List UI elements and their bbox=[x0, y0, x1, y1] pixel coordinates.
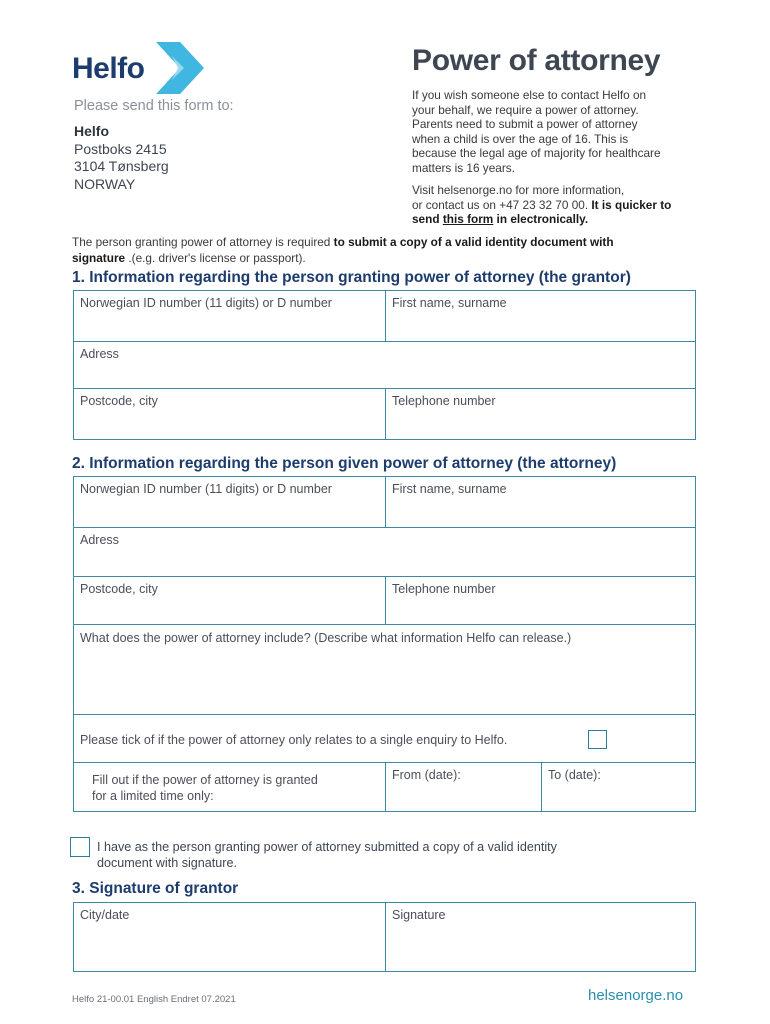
visit-electronic-text: in electronically. bbox=[493, 212, 589, 227]
form-code: Helfo 21-00.01 English Endret 07.2021 bbox=[72, 994, 236, 1005]
declaration-line: I have as the person granting power of attorney submitted a copy of a valid identity bbox=[97, 840, 557, 854]
intro-line: your behalf, we require a power of attorney. bbox=[412, 102, 639, 117]
address-line: NORWAY bbox=[74, 175, 136, 192]
to-date-label: To (date): bbox=[548, 768, 601, 782]
single-enquiry-row bbox=[73, 714, 696, 763]
visit-text bbox=[412, 183, 712, 227]
from-date-label: From (date): bbox=[392, 768, 461, 782]
intro-line: If you wish someone else to contact Helfo on bbox=[412, 88, 647, 102]
visit-line: Visit helsenorge.no for more information, bbox=[412, 183, 625, 197]
grantor-phone-label: Telephone number bbox=[392, 394, 496, 408]
signature-field[interactable] bbox=[385, 902, 696, 972]
address-line: 3104 Tønsberg bbox=[74, 158, 169, 174]
visit-send-text: send bbox=[412, 212, 443, 227]
visit-line bbox=[412, 212, 712, 227]
limited-time-line: Fill out if the power of attorney is granted bbox=[92, 773, 318, 787]
visit-phone-text: or contact us on +47 23 32 70 00. bbox=[412, 197, 592, 212]
declaration-line: document with signature. bbox=[97, 856, 238, 870]
attorney-address-field[interactable] bbox=[73, 527, 696, 577]
section2-title: 2. Information regarding the person given power of attorney (the attorney) bbox=[72, 455, 617, 472]
address-org: Helfo bbox=[74, 123, 109, 139]
attorney-address-label: Adress bbox=[80, 533, 119, 547]
city-date-label: City/date bbox=[80, 908, 130, 922]
from-date-field[interactable] bbox=[385, 762, 542, 812]
helsenorge-link[interactable]: helsenorge.no bbox=[588, 987, 684, 1004]
limited-time-cell bbox=[73, 762, 386, 812]
grantor-address-label: Adress bbox=[80, 347, 119, 361]
identity-requirement bbox=[72, 235, 702, 266]
grantor-name-label: First name, surname bbox=[392, 296, 507, 310]
attorney-scope-field[interactable] bbox=[73, 624, 696, 715]
attorney-scope-label: What does the power of attorney include? (Describe what information Helfo can release.) bbox=[80, 631, 572, 645]
requirement-suffix: .(e.g. driver's license or passport). bbox=[125, 250, 306, 265]
intro-line: matters is 16 years. bbox=[412, 160, 515, 175]
grantor-id-label: Norwegian ID number (11 digits) or D number bbox=[80, 296, 332, 310]
mailing-address bbox=[74, 123, 169, 193]
attorney-name-label: First name, surname bbox=[392, 482, 507, 496]
intro-line: Parents need to submit a power of attorney bbox=[412, 117, 638, 132]
limited-time-label bbox=[92, 773, 318, 804]
visit-quicker-text: It is quicker to bbox=[591, 197, 672, 212]
declaration-checkbox[interactable] bbox=[70, 837, 90, 857]
intro-line: because the legal age of majority for healthcare bbox=[412, 146, 661, 161]
grantor-postcode-label: Postcode, city bbox=[80, 394, 158, 408]
requirement-prefix: The person granting power of attorney is required bbox=[72, 235, 334, 249]
signature-label: Signature bbox=[392, 908, 446, 922]
limited-time-line: for a limited time only: bbox=[92, 788, 214, 803]
attorney-postcode-field[interactable] bbox=[73, 576, 386, 625]
section1-title: 1. Information regarding the person granting power of attorney (the grantor) bbox=[72, 269, 631, 286]
grantor-phone-field[interactable] bbox=[385, 388, 696, 440]
attorney-postcode-label: Postcode, city bbox=[80, 582, 158, 596]
grantor-postcode-field[interactable] bbox=[73, 388, 386, 440]
attorney-phone-field[interactable] bbox=[385, 576, 696, 625]
city-date-field[interactable] bbox=[73, 902, 386, 972]
attorney-name-field[interactable] bbox=[385, 476, 696, 528]
to-date-field[interactable] bbox=[541, 762, 696, 812]
page-title: Power of attorney bbox=[412, 44, 661, 77]
requirement-bold: to submit a copy of a valid identity document with bbox=[333, 235, 614, 249]
grantor-address-field[interactable] bbox=[73, 341, 696, 389]
intro-line: when a child is over the age of 16. This is bbox=[412, 131, 629, 146]
visit-line bbox=[412, 198, 712, 213]
helfo-logo bbox=[72, 42, 204, 96]
attorney-id-field[interactable] bbox=[73, 476, 386, 528]
attorney-phone-label: Telephone number bbox=[392, 582, 496, 596]
address-line: Postboks 2415 bbox=[74, 140, 167, 157]
this-form-link[interactable]: this form bbox=[442, 212, 494, 227]
logo-text: Helfo bbox=[72, 52, 145, 85]
requirement-signature: signature bbox=[72, 250, 126, 265]
intro-text bbox=[412, 88, 712, 176]
send-to-label: Please send this form to: bbox=[74, 98, 234, 114]
grantor-name-field[interactable] bbox=[385, 290, 696, 342]
attorney-id-label: Norwegian ID number (11 digits) or D number bbox=[80, 482, 332, 496]
grantor-id-field[interactable] bbox=[73, 290, 386, 342]
logo-chevron-icon bbox=[150, 42, 206, 94]
section3-title: 3. Signature of grantor bbox=[72, 880, 239, 897]
single-enquiry-checkbox[interactable] bbox=[588, 730, 607, 749]
declaration-text bbox=[97, 839, 657, 871]
single-enquiry-label: Please tick of if the power of attorney only relates to a single enquiry to Helfo. bbox=[80, 733, 508, 747]
